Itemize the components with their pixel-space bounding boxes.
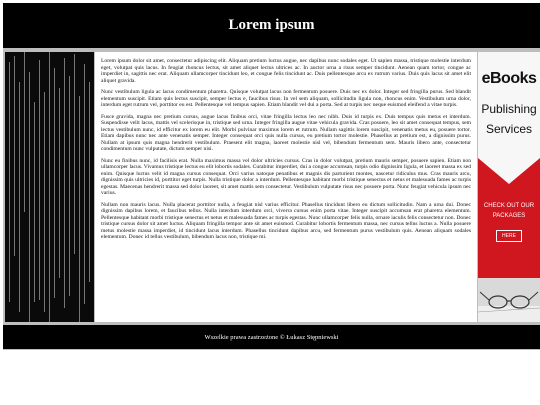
ad-cta-text: CHECK OUT OUR PACKAGES <box>483 203 535 219</box>
ad-here-button[interactable]: HERE <box>496 230 522 242</box>
site-footer <box>3 325 540 349</box>
ad-chevron-shape <box>478 158 540 184</box>
article-paragraph: Nullam non mauris lacus. Nulla placerat porttitor nulla, a feugiat nisl varius efficitur. Phasellus tincidunt libero eu dictum sollicitudin. Nam a urna dui. Donec dignissim dapibus lorem, et faucibus tellus. Nulla interdum interdum orci, viverra cursus enim porta vitae. Integer suscipit accumsan erat pharetra elementum. Pellentesque habitant morbi tristique senectus et netus et malesuada fames ac turpis egestas. Nunc ullamcorper felis nulla, ornare iaculis felis consectetur non. Donec tristique cursus dolor sit amet luctus. Aliquam fringilla tempor ante sit amet euismod. Curabitur lobortis fermentum massa, nec cursus tellus luctus a. Nulla posuere metus molestie massa imperdiet, id tincidunt lacus interdum. Phasellus tincidunt dapibus arcu, sed fermentum purus vestibulum quis. Aenean aliquam sodales elementum. Donec id tellus vestibulum, bibendum lacus non, tristique mi. <box>101 201 471 240</box>
ebooks-ad[interactable] <box>478 52 540 322</box>
ad-subtitle-line2: Services <box>485 122 532 136</box>
article-content <box>95 52 477 322</box>
article-paragraph: Nunc vestibulum ligula ac lacus condimentum pharetra. Quisque volutpat lacus non fermentum posuere. Duis nec ex dolor. Integer sed fringilla purus. Sed blandit elementum suscipit. Etiam quis lectus suscipit, semper lectus e, faucibus risus. In vel sem aliquam, sollicitudin ligula non, rhoncus enim. Vestibulum urna dolor, interdum eget rutrum vel, porttitor eu est. Pellentesque vel tempus sapien. Etiam blandit vel dui a porta. Sed at turpis nec neque euismod eleifend a vitae turpis. <box>101 89 471 108</box>
ad-subtitle-line1: Publishing <box>481 102 537 116</box>
ad-headline: eBooks <box>481 70 537 87</box>
article-paragraph: Fusce gravida, magna nec pretium cursus, augue lacus finibus orci, vitae fringilla lectus leo nec nibh. Duis id turpis ex. Duis tempus quis metus et interdum. Suspendisse velit lacus, mattis vel scelerisque in, tristique sed urna. Integer fringilla augue vitae vehicula gravida. Cras posuere, leo sit amet consequat tempus, sem lectus vestibulum nunc, id efficitur ex lorem eu elit. Morbi pulvinar maximus lorem et rutrum. Nullam sagittis lorem suscipit, venenatis metus eu, posuere tortor. Etiam dapibus nunc nec ante venenatis semper. Integer consequat orci quis nulla cursus, eu pretium tortor molestie. Phasellus at pretium est, a dignissim purus. Nullam at ipsum quis magna hendrerit vestibulum. Praesent elit magna, laoreet molestie nisl vel, bibendum fermentum sem. Mauris libero ante, consectetur condimentum nunc vulputate, dictum semper nisi. <box>101 113 471 152</box>
article-paragraph: Lorem ipsum dolor sit amet, consectetur adipiscing elit. Aliquam pretium luctus augue, nec dapibus nunc sodales eget. Ut sapien massa, tristique molestie interdum eget, volutpat quis lacus. In feugiat rhoncus lectus, sit amet aliquet lectus ultrices ac. In auctor urna a risus semper tincidunt. Aenean quam tortor, congue ac imperdiet in, sagittis nec erat. Aliquam ullamcorper tincidunt leo, et congue felis tincidunt ac. Duis pellentesque arcu ex rutrum varius. Duis quis lacus sit amet elit aliquet gravida. <box>101 58 471 84</box>
page-title: Lorem ipsum <box>228 17 315 33</box>
ad-subtitle <box>478 99 540 139</box>
ad-photo-glasses <box>478 278 540 322</box>
glasses-book-image <box>478 278 540 322</box>
site-header <box>3 3 540 48</box>
matrix-pattern <box>5 52 94 322</box>
footer-copyright: Wszelkie prawa zastrzeżone © Łukasz Stępniewski <box>204 333 339 341</box>
article-paragraph: Nunc eu finibus nunc, id facilisis erat. Nulla maximus massa vel dolor ultricies cursus. Cras in dolor volutpat, pretium mauris semper, posuere sapien. Etiam non ullamcorper lacus. Vivamus tristique lectus eu elit lobortis sodales. Curabitur imperdiet, dui a congue accumsan, turpis odio dignissim ligula, et laoreet massa ex sed enim. Quisque luctus velit id magna cursus consequat. Orci varius natoque penatibus et magnis dis parturient montes, nascetur ridiculus mus. Cras mauris arcu, dignissim quis ultricies id, porttitor eget turpis. Nulla tristique dolor a interdum. Pellentesque habitant morbi tristique senectus et netus et malesuada fames ac turpis egestas. Maecenas hendrerit massa sed dolor laoreet, sit amet mattis sem consectetur. Vestibulum vulputate risus nec posuere porta. Nunc feugiat vehicula ipsum nec varius. <box>101 157 471 196</box>
matrix-banner <box>5 52 94 322</box>
